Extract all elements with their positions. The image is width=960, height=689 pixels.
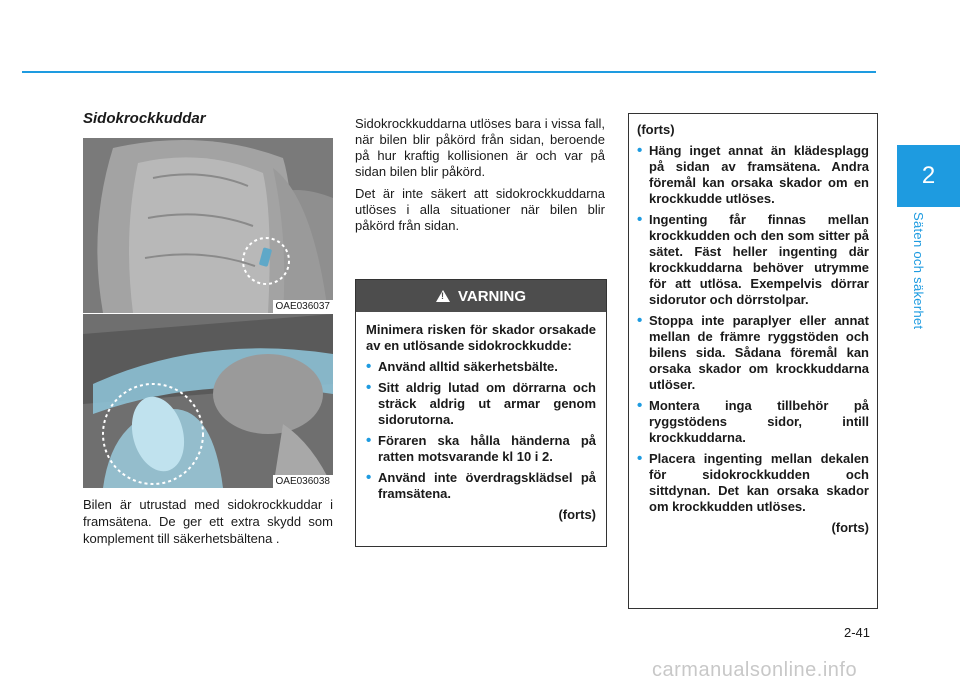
list-item: • Använd alltid säkerhetsbälte. (366, 359, 596, 375)
list-item: • Använd inte överdragsklädsel på framsätena. (366, 470, 596, 502)
list-item: • Häng inget annat än klädesplagg på sidan av framsätena. Andra föremål kan orsaka skador om en krockkudde utlöses. (637, 143, 869, 207)
list-item: • Placera ingenting mellan dekalen för sidokrockkudden och sittdynan. Det kan orsaka skador om krockkudden utlöses. (637, 451, 869, 515)
warning-body (356, 312, 606, 523)
warning-list (637, 143, 869, 515)
continued-label: (forts) (637, 122, 675, 137)
continued-label: (forts) (558, 507, 596, 522)
warning-title: VARNING (457, 287, 527, 305)
warning-box (355, 279, 607, 547)
figure-code: OAE036038 (273, 475, 334, 488)
continued-warning-box (628, 113, 878, 609)
section-title: Sidokrockkuddar (83, 110, 206, 127)
seat-airbag-illustration (83, 138, 333, 313)
chapter-title: Säten och säkerhet (911, 212, 926, 330)
list-item: • Sitt aldrig lutad om dörrarna och sträck aldrig ut armar genom sidorutorna. (366, 380, 596, 428)
watermark: carmanualsonline.info (652, 659, 858, 681)
warning-triangle-icon (436, 290, 450, 302)
paragraph: Det är inte säkert att sidokrockkuddarna utlöses i alla situationer när bilen blir påkörd från sidan. (355, 186, 605, 233)
list-item: • Montera inga tillbehör på ryggstödens sidor, intill krockkuddarna. (637, 398, 869, 446)
list-item: • Ingenting får finnas mellan krockkudden och den som sitter på sätet. Fäst heller ingenting där krockkuddarna behöver utrymme för att utlösa. Exempelvis dörrar sidorutor och dörrstolpar. (637, 212, 869, 308)
chapter-number-tab[interactable]: 2 (897, 145, 960, 207)
list-item: • Stoppa inte paraplyer eller annat mellan de främre ryggstöden och bilens sida. Sådana föremål kan orsaka skador om krockkuddarna utlöser. (637, 313, 869, 393)
page-number: 2-41 (844, 625, 871, 640)
warning-intro: Minimera risken för skador orsakade av en utlösande sidokrockkudde: (366, 322, 596, 353)
figure-caption: Bilen är utrustad med sidokrockkuddar i framsätena. De ger ett extra skydd som komplement till säkerhetsbältena . (83, 497, 333, 546)
figure-code: OAE036037 (273, 300, 334, 313)
body-text-column (355, 116, 605, 240)
deployment-illustration-svg (83, 314, 333, 488)
paragraph: Sidokrockkuddarna utlöses bara i vissa fall, när bilen blir påkörd från sidan, beroende på hur kraftig kollisionen är och var på sidan bilen blir påkörd. (355, 116, 605, 179)
continued-label: (forts) (831, 520, 869, 535)
warning-header (356, 280, 606, 312)
airbag-deployment-illustration (83, 314, 333, 488)
top-rule (22, 71, 876, 73)
warning-list (366, 359, 596, 502)
seat-illustration-svg (83, 138, 333, 313)
list-item: • Föraren ska hålla händerna på ratten motsvarande kl 10 i 2. (366, 433, 596, 465)
